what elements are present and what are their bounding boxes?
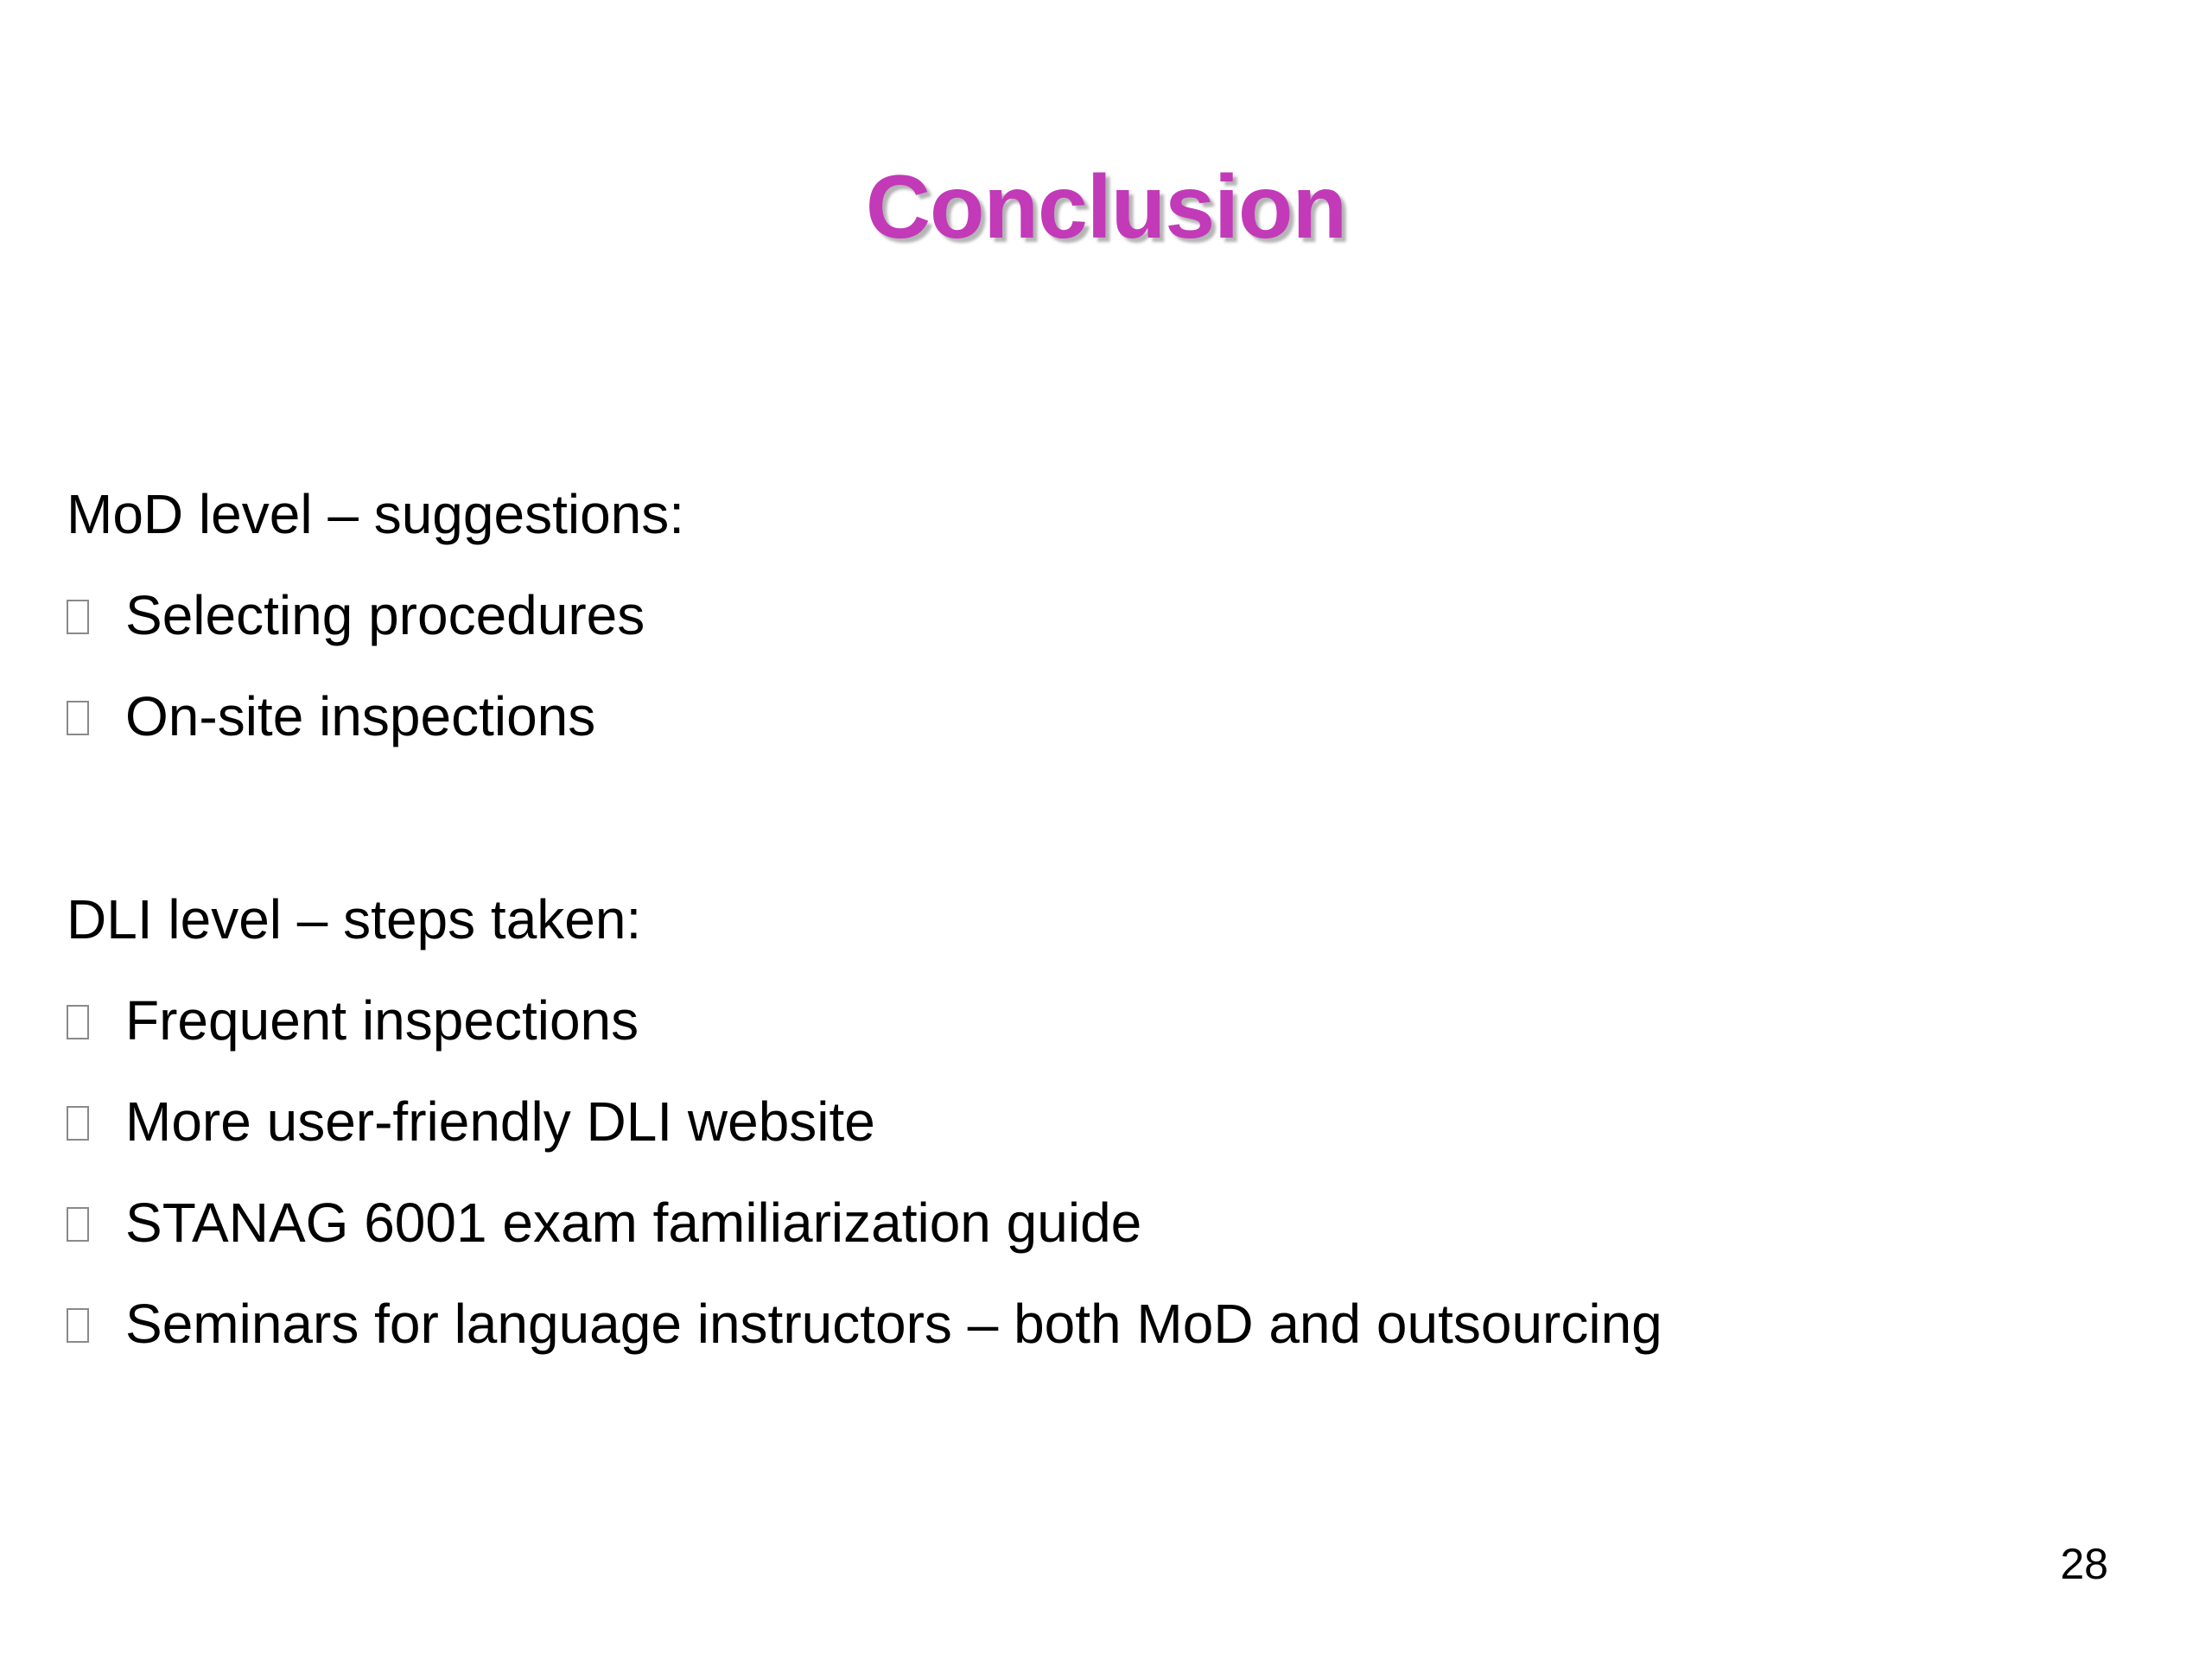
square-bullet-icon	[67, 1106, 89, 1141]
slide-title: Conclusion	[865, 157, 1347, 257]
list-item-text: STANAG 6001 exam familiarization guide	[125, 1192, 1142, 1254]
page-number: 28	[2060, 1540, 2108, 1588]
square-bullet-icon	[67, 701, 89, 735]
square-bullet-icon	[67, 1207, 89, 1242]
section-heading-dli: DLI level – steps taken:	[67, 888, 642, 950]
square-bullet-icon	[67, 600, 89, 634]
list-item-text: More user-friendly DLI website	[125, 1090, 875, 1153]
list-item-text: Selecting procedures	[125, 584, 645, 646]
list-item-text: Frequent inspections	[125, 989, 639, 1052]
section-heading-mod: MoD level – suggestions:	[67, 483, 685, 545]
square-bullet-icon	[67, 1005, 89, 1039]
list-item-text: On-site inspections	[125, 685, 596, 747]
square-bullet-icon	[67, 1308, 89, 1343]
list-item-text: Seminars for language instructors – both MoD and outsourcing	[125, 1293, 1662, 1355]
